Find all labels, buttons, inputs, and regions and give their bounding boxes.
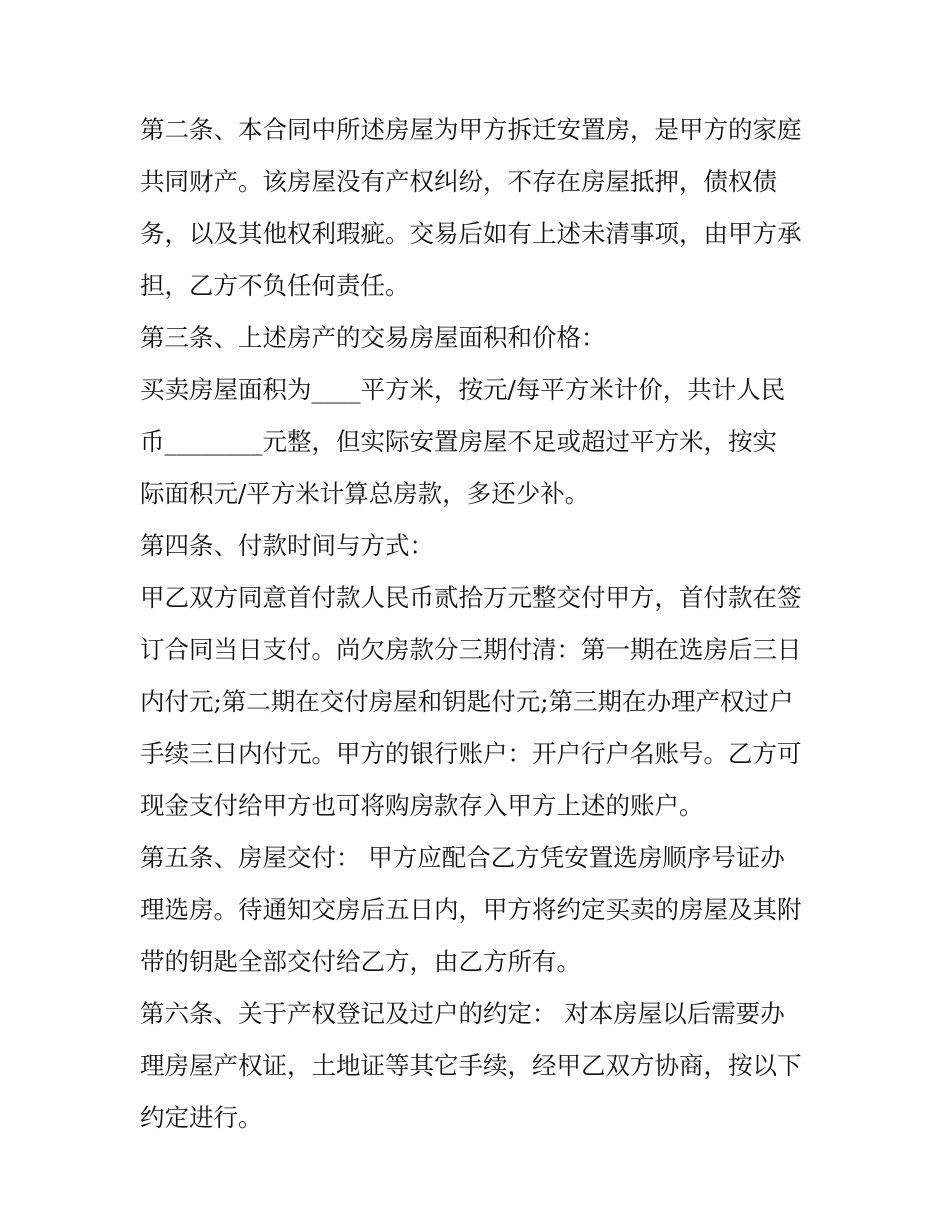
text-line: 第四条、付款时间与方式：: [140, 531, 434, 560]
text-line: 买卖房屋面积为____平方米，按元/每平方米计价，共计人民: [140, 375, 786, 404]
text-line: 内付元;第二期在交付房屋和钥匙付元;第三期在办理产权过户: [140, 687, 794, 716]
text-line: 理房屋产权证，土地证等其它手续，经甲乙双方协商，按以下: [140, 1051, 802, 1080]
contract-body: [140, 104, 820, 1144]
text-line: 订合同当日支付。尚欠房款分三期付清：第一期在选房后三日: [140, 635, 802, 664]
text-line: 际面积元/平方米计算总房款，多还少补。: [140, 479, 590, 508]
text-line: 第六条、关于产权登记及过户的约定： 对本房屋以后需要办: [140, 999, 785, 1028]
text-line: 现金支付给甲方也可将购房款存入甲方上述的账户。: [140, 791, 704, 820]
text-line: 第三条、上述房产的交易房屋面积和价格：: [140, 323, 606, 352]
text-line: 带的钥匙全部交付给乙方，由乙方所有。: [140, 947, 581, 976]
text-line: 务，以及其他权利瑕疵。交易后如有上述未清事项，由甲方承: [140, 219, 802, 248]
text-line: 甲乙双方同意首付款人民币贰拾万元整交付甲方，首付款在签: [140, 583, 802, 612]
text-line: 手续三日内付元。甲方的银行账户：开户行户名账号。乙方可: [140, 739, 802, 768]
text-line: 第五条、房屋交付： 甲方应配合乙方凭安置选房顺序号证办: [140, 843, 785, 872]
text-line: 约定进行。: [140, 1103, 263, 1132]
text-line: 担，乙方不负任何责任。: [140, 271, 410, 300]
text-line: 共同财产。该房屋没有产权纠纷，不存在房屋抵押，债权债: [140, 167, 777, 196]
text-line: 理选房。待通知交房后五日内，甲方将约定买卖的房屋及其附: [140, 895, 802, 924]
text-line: 币________元整，但实际安置房屋不足或超过平方米，按实: [140, 427, 777, 456]
text-line: 第二条、本合同中所述房屋为甲方拆迁安置房，是甲方的家庭: [140, 115, 802, 144]
